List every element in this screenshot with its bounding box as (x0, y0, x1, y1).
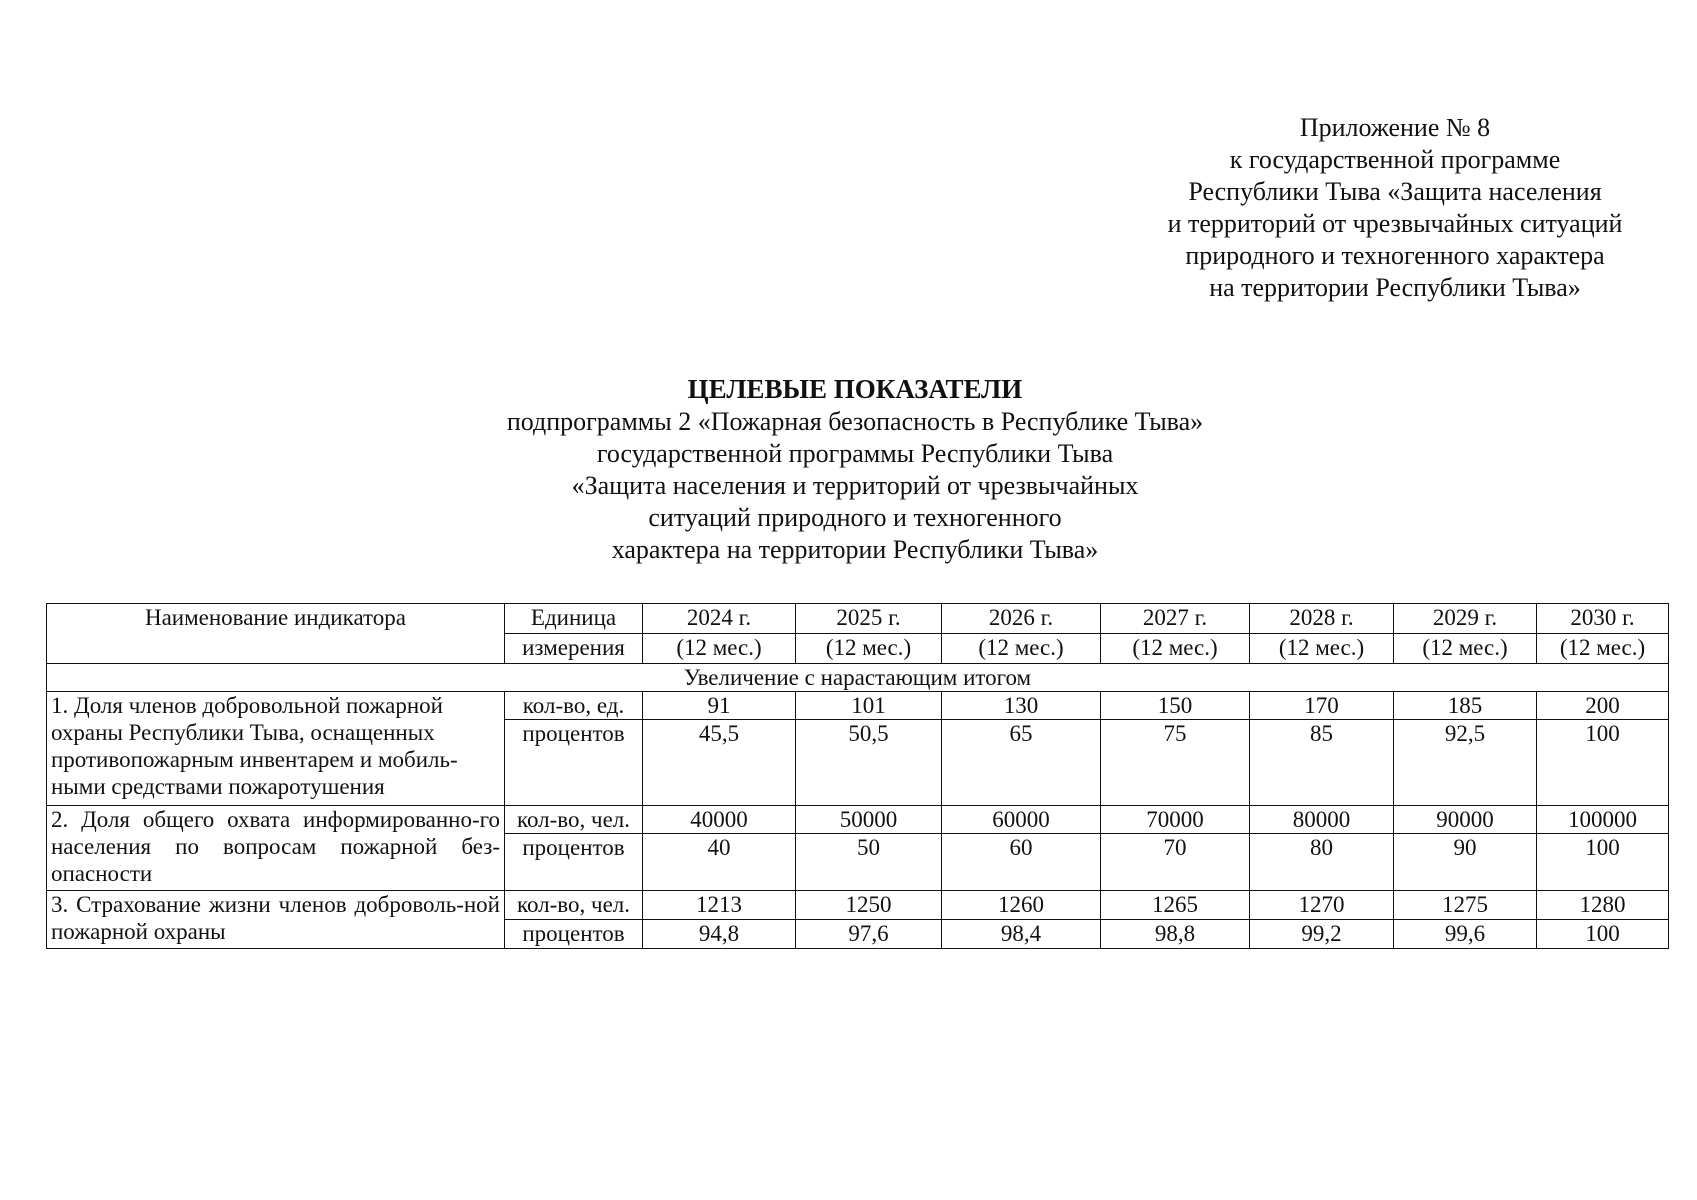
value-cell: 91 (643, 692, 796, 720)
value-cell: 1250 (796, 891, 942, 920)
header-indicator-name: Наименование индикатора (47, 604, 505, 664)
value-cell: 40 (643, 834, 796, 891)
table-header-row (47, 604, 1669, 634)
value-cell: 100 (1537, 834, 1669, 891)
header-year: 2025 г. (796, 604, 942, 634)
value-cell: 100000 (1537, 806, 1669, 834)
value-cell: 100 (1537, 920, 1669, 949)
heading-line: подпрограммы 2 «Пожарная безопасность в Республике Тыва» (506, 407, 1204, 436)
value-cell: 80 (1250, 834, 1394, 891)
value-cell: 80000 (1250, 806, 1394, 834)
indicator-name: 2. Доля общего охвата информированно-го населения по вопросам пожарной без-опасности (47, 806, 505, 891)
header-year: 2028 г. (1250, 604, 1394, 634)
unit-cell: процентов (505, 920, 643, 949)
header-period: (12 мес.) (1250, 634, 1394, 664)
value-cell: 1275 (1394, 891, 1537, 920)
unit-cell: процентов (505, 720, 643, 806)
section-title: Увеличение с нарастающим итогом (47, 664, 1669, 692)
header-year: 2026 г. (942, 604, 1101, 634)
document-heading (400, 372, 1310, 566)
value-cell: 65 (942, 720, 1101, 806)
value-cell: 1260 (942, 891, 1101, 920)
header-period: (12 мес.) (942, 634, 1101, 664)
header-unit: Единица (505, 604, 643, 634)
indicator-name: 1. Доля членов добровольной пожарной охраны Республики Тыва, оснащенных противопожарным инвентарем и мобиль-ными средствами пожаротушения (47, 692, 505, 806)
annex-line: Приложение № 8 (1299, 113, 1491, 142)
value-cell: 70 (1101, 834, 1250, 891)
value-cell: 1213 (643, 891, 796, 920)
value-cell: 150 (1101, 692, 1250, 720)
header-period: (12 мес.) (643, 634, 796, 664)
value-cell: 50,5 (796, 720, 942, 806)
value-cell: 60 (942, 834, 1101, 891)
value-cell: 85 (1250, 720, 1394, 806)
value-cell: 99,2 (1250, 920, 1394, 949)
value-cell: 90000 (1394, 806, 1537, 834)
value-cell: 70000 (1101, 806, 1250, 834)
unit-cell: процентов (505, 834, 643, 891)
header-period: (12 мес.) (1537, 634, 1669, 664)
value-cell: 75 (1101, 720, 1250, 806)
header-year: 2024 г. (643, 604, 796, 634)
section-row (47, 664, 1669, 692)
value-cell: 90 (1394, 834, 1537, 891)
value-cell: 98,4 (942, 920, 1101, 949)
value-cell: 60000 (942, 806, 1101, 834)
unit-cell: кол-во, чел. (505, 806, 643, 834)
document-title: ЦЕЛЕВЫЕ ПОКАЗАТЕЛИ (687, 374, 1023, 404)
header-unit: измерения (505, 634, 643, 664)
heading-line: государственной программы Республики Тыва (596, 439, 1114, 468)
header-period: (12 мес.) (1101, 634, 1250, 664)
table-row (47, 692, 1669, 720)
value-cell: 92,5 (1394, 720, 1537, 806)
value-cell: 1270 (1250, 891, 1394, 920)
heading-line: ситуаций природного и техногенного (648, 503, 1062, 532)
value-cell: 101 (796, 692, 942, 720)
table-row (47, 891, 1669, 920)
value-cell: 50 (796, 834, 942, 891)
annex-line: к государственной программе (1229, 145, 1561, 174)
indicators-table (46, 603, 1669, 949)
value-cell: 1265 (1101, 891, 1250, 920)
heading-line: «Защита населения и территорий от чрезвычайных (571, 471, 1139, 500)
header-year: 2030 г. (1537, 604, 1669, 634)
unit-cell: кол-во, ед. (505, 692, 643, 720)
value-cell: 45,5 (643, 720, 796, 806)
value-cell: 94,8 (643, 920, 796, 949)
annex-line: Республики Тыва «Защита населения (1188, 177, 1602, 206)
value-cell: 130 (942, 692, 1101, 720)
value-cell: 170 (1250, 692, 1394, 720)
annex-line: и территорий от чрезвычайных ситуаций (1167, 209, 1623, 238)
header-period: (12 мес.) (1394, 634, 1537, 664)
header-year: 2029 г. (1394, 604, 1537, 634)
value-cell: 200 (1537, 692, 1669, 720)
value-cell: 185 (1394, 692, 1537, 720)
value-cell: 40000 (643, 806, 796, 834)
heading-line: характера на территории Республики Тыва» (611, 535, 1099, 564)
value-cell: 50000 (796, 806, 942, 834)
header-year: 2027 г. (1101, 604, 1250, 634)
value-cell: 98,8 (1101, 920, 1250, 949)
table-row (47, 806, 1669, 834)
header-period: (12 мес.) (796, 634, 942, 664)
value-cell: 99,6 (1394, 920, 1537, 949)
value-cell: 97,6 (796, 920, 942, 949)
unit-cell: кол-во, чел. (505, 891, 643, 920)
annex-block (1115, 112, 1675, 304)
value-cell: 1280 (1537, 891, 1669, 920)
value-cell: 100 (1537, 720, 1669, 806)
annex-line: природного и техногенного характера (1185, 241, 1605, 270)
annex-line: на территории Республики Тыва» (1209, 273, 1581, 302)
indicator-name: 3. Страхование жизни членов доброволь-ной пожарной охраны (47, 891, 505, 949)
